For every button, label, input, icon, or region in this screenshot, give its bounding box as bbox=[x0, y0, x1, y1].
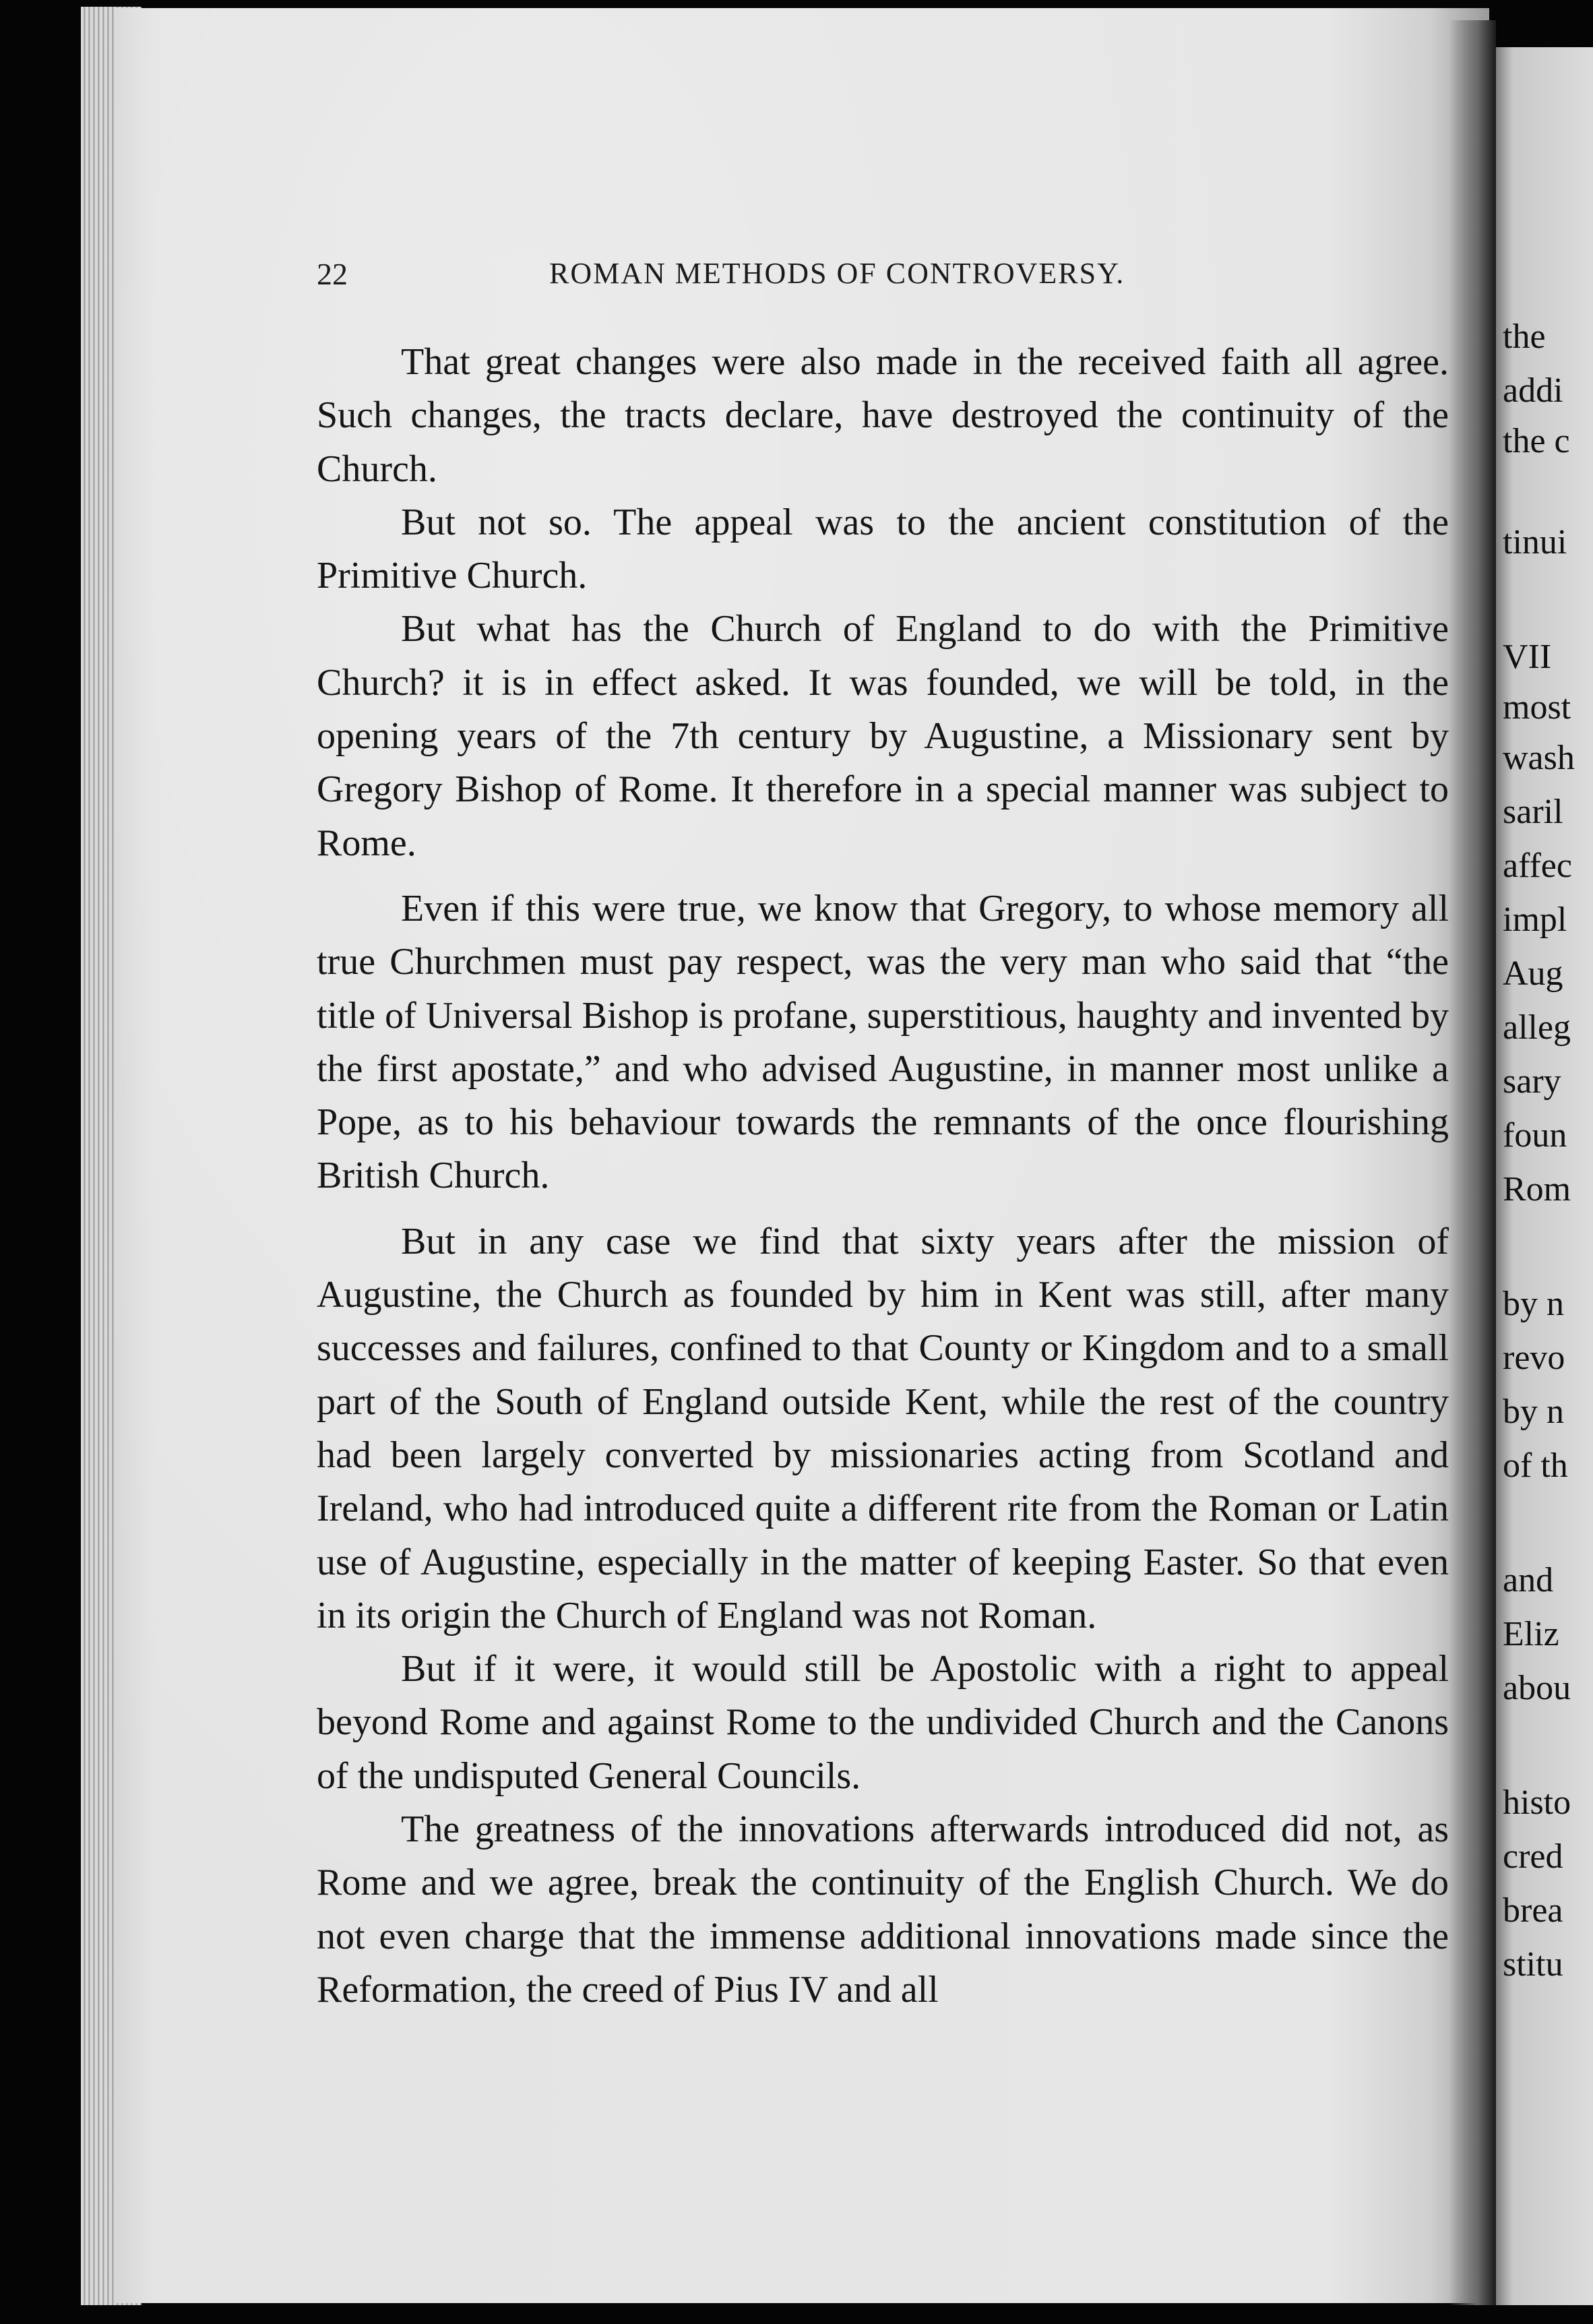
facing-line: Rom bbox=[1503, 1170, 1571, 1209]
facing-line: VII bbox=[1503, 638, 1552, 676]
facing-line: the bbox=[1503, 317, 1546, 356]
facing-line: histo bbox=[1503, 1783, 1571, 1822]
paragraph: Even if this were true, we know that Gregory, to whose memory all true Churchmen must pay respect, was the very man who said that “the title of Universal Bishop is profane, superstitious, haughty and invented by the first apostate,” and who advised Augustine, in manner most unlike a Pope, as to his behaviour towards the remnants of the once flourishing British Church. bbox=[317, 887, 1449, 1197]
paragraph: But in any case we find that sixty years after the mission of Augustine, the Church as founded by him in Kent was still, after many successes and failures, confined to that County or Kingdom and to a small part of the South of England outside Kent, while the rest of the country had been largely converted by missionaries acting from Scotland and Ireland, who had introduced quite a different rite from the Roman or Latin use of Augustine, especially in the matter of keeping Easter. So that even in its origin the Church of England was not Roman. bbox=[317, 1220, 1449, 1637]
page-number: 22 bbox=[317, 257, 348, 291]
facing-line: of th bbox=[1503, 1446, 1568, 1485]
facing-line: tinui bbox=[1503, 523, 1567, 561]
facing-line: by n bbox=[1503, 1393, 1564, 1431]
paragraph: The greatness of the innovations afterwards introduced did not, as Rome and we agree, break the continuity of the English Church. We do not even charge that the immense additional innovations made since the Reformation, the creed of Pius IV and all bbox=[317, 1808, 1449, 2011]
paragraph: But not so. The appeal was to the ancient constitution of the Primitive Church. bbox=[317, 501, 1449, 597]
facing-line: wash bbox=[1503, 739, 1575, 777]
facing-line: sary bbox=[1503, 1062, 1561, 1101]
page-body-text bbox=[317, 336, 1449, 2017]
facing-line: and bbox=[1503, 1561, 1554, 1599]
facing-line: Eliz bbox=[1503, 1615, 1559, 1653]
facing-line: by n bbox=[1503, 1285, 1564, 1323]
facing-line: revo bbox=[1503, 1339, 1565, 1377]
facing-line: alleg bbox=[1503, 1008, 1571, 1047]
facing-line: saril bbox=[1503, 793, 1563, 831]
paragraph: That great changes were also made in the received faith all agree. Such changes, the tracts declare, have destroyed the continuity of the Church. bbox=[317, 341, 1449, 490]
facing-page-text bbox=[1503, 0, 1593, 2324]
facing-line: the c bbox=[1503, 422, 1570, 460]
facing-line: impl bbox=[1503, 900, 1567, 939]
facing-line: cred bbox=[1503, 1837, 1563, 1876]
paragraph: But what has the Church of England to do with the Primitive Church? it is in effect asked. It was founded, we will be told, in the opening years of the 7th century by Augustine, a Missionary sent by Gregory Bishop of Rome. It therefore in a special manner was subject to Rome. bbox=[317, 608, 1449, 864]
facing-line: foun bbox=[1503, 1116, 1567, 1155]
facing-line: stitu bbox=[1503, 1945, 1563, 1984]
running-title: ROMAN METHODS OF CONTROVERSY. bbox=[549, 257, 1125, 290]
facing-line: brea bbox=[1503, 1891, 1563, 1930]
facing-line: affec bbox=[1503, 847, 1572, 885]
facing-line: addi bbox=[1503, 371, 1563, 410]
facing-line: abou bbox=[1503, 1669, 1571, 1707]
facing-line: most bbox=[1503, 688, 1571, 727]
page-gutter-shadow bbox=[1449, 20, 1496, 2305]
facing-line: Aug bbox=[1503, 954, 1563, 993]
paragraph: But if it were, it would still be Apostolic with a right to appeal beyond Rome and against Rome to the undivided Church and the Canons of the undisputed General Councils. bbox=[317, 1648, 1449, 1797]
